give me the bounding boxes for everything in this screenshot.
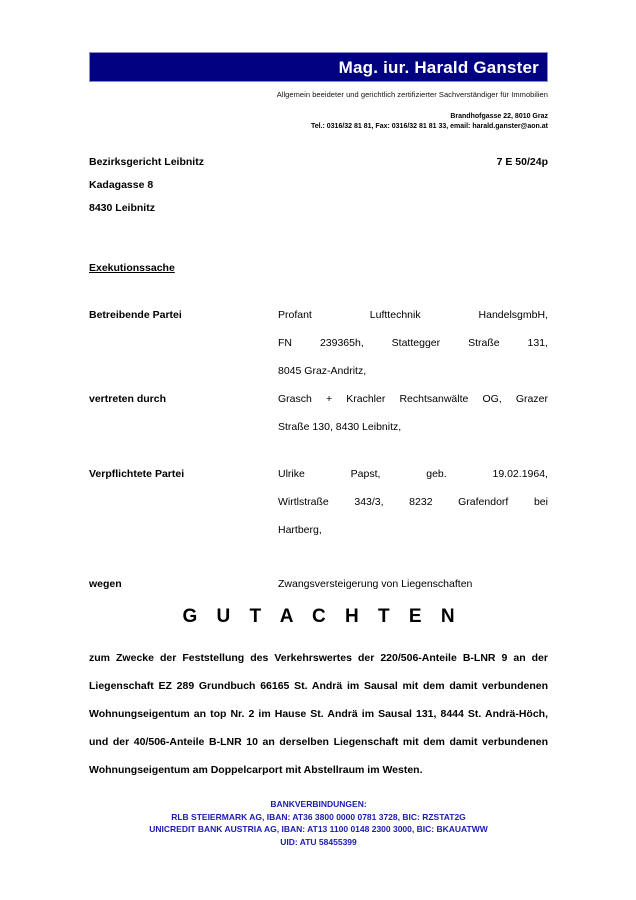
footer-bank-line-1: RLB STEIERMARK AG, IBAN: AT36 3800 0000 0781 3728, BIC: RZSTAT2G xyxy=(171,811,466,822)
party-value xyxy=(278,301,548,385)
court-street: Kadagasse 8 xyxy=(89,179,154,191)
party-row-betreibende xyxy=(89,301,548,385)
party-value-line: Hartberg, xyxy=(278,524,322,536)
spacer xyxy=(89,544,548,570)
addressee-block xyxy=(89,151,548,220)
party-value-line: Zwangsversteigerung von Liegenschaften xyxy=(278,578,473,590)
party-row-wegen xyxy=(89,570,548,598)
party-value xyxy=(278,385,548,441)
party-value-line: Wirtlstraße 343/3, 8232 Grafendorf bei xyxy=(278,496,548,508)
section-heading-exekutionssache: Exekutionssache xyxy=(89,262,175,274)
letterhead xyxy=(89,52,548,132)
footer-bank-line-2: UNICREDIT BANK AUSTRIA AG, IBAN: AT13 1100 0148 2300 3000, BIC: BKAUATWW xyxy=(149,824,488,834)
party-value-line: Ulrike Papst, geb. 19.02.1964, xyxy=(278,468,548,480)
phone-fax-email: Tel.: 0316/32 81 81, Fax: 0316/32 81 81 33, email: harald.ganster@aon.at xyxy=(310,123,548,131)
party-label: wegen xyxy=(89,578,122,590)
report-body: zum Zwecke der Feststellung des Verkehrswertes der 220/506-Anteile B-LNR 9 an der Liegenschaft EZ 289 Grundbuch 66165 St. Andrä im Sausal mit dem damit verbundenen Wohnungseigentum an top Nr. 2 im Hause St. Andrä im Sausal 131, 8444 St. Andrä-Höch, und der 40/506-Anteile B-LNR 10 an derselben Liegenschaft mit dem damit verbundenen Wohnungseigentum am Doppelcarport mit Abstellraum im Westen. xyxy=(89,652,548,776)
case-number: 7 E 50/24p xyxy=(496,156,548,168)
party-value-line: Grasch + Krachler Rechtsanwälte OG, Grazer xyxy=(278,393,548,405)
footer-bank-details xyxy=(89,798,548,848)
party-value-line: FN 239365h, Stattegger Straße 131, xyxy=(278,337,548,349)
party-value xyxy=(278,460,548,544)
report-title: G U T A C H T E N xyxy=(182,606,462,627)
footer-heading: BANKVERBINDUNGEN: xyxy=(270,799,367,809)
party-value xyxy=(278,570,548,598)
party-value-line: Profant Lufttechnik HandelsgmbH, xyxy=(278,309,548,321)
expert-qualification: Allgemein beeideter und gerichtlich zertifizierter Sachverständiger für Immobilien xyxy=(276,90,548,99)
office-address: Brandhofgasse 22, 8010 Graz xyxy=(450,113,548,120)
party-label: vertreten durch xyxy=(89,393,167,405)
party-row-vertreten-durch xyxy=(89,385,548,441)
party-value-line: 8045 Graz-Andritz, xyxy=(278,365,367,377)
party-label: Betreibende Partei xyxy=(89,309,182,321)
contact-block xyxy=(89,112,548,132)
parties-table xyxy=(89,301,548,598)
expert-name: Mag. iur. Harald Ganster xyxy=(338,57,539,77)
party-row-verpflichtete xyxy=(89,460,548,544)
letterhead-title-bar xyxy=(89,52,548,82)
spacer xyxy=(89,441,548,460)
addressee-first-row xyxy=(89,151,548,174)
court-name: Bezirksgericht Leibnitz xyxy=(89,156,204,168)
party-value-line: Straße 130, 8430 Leibnitz, xyxy=(278,421,402,433)
court-city: 8430 Leibnitz xyxy=(89,202,155,214)
footer-uid: UID: ATU 58455399 xyxy=(280,836,357,847)
party-label: Verpflichtete Partei xyxy=(89,468,185,480)
